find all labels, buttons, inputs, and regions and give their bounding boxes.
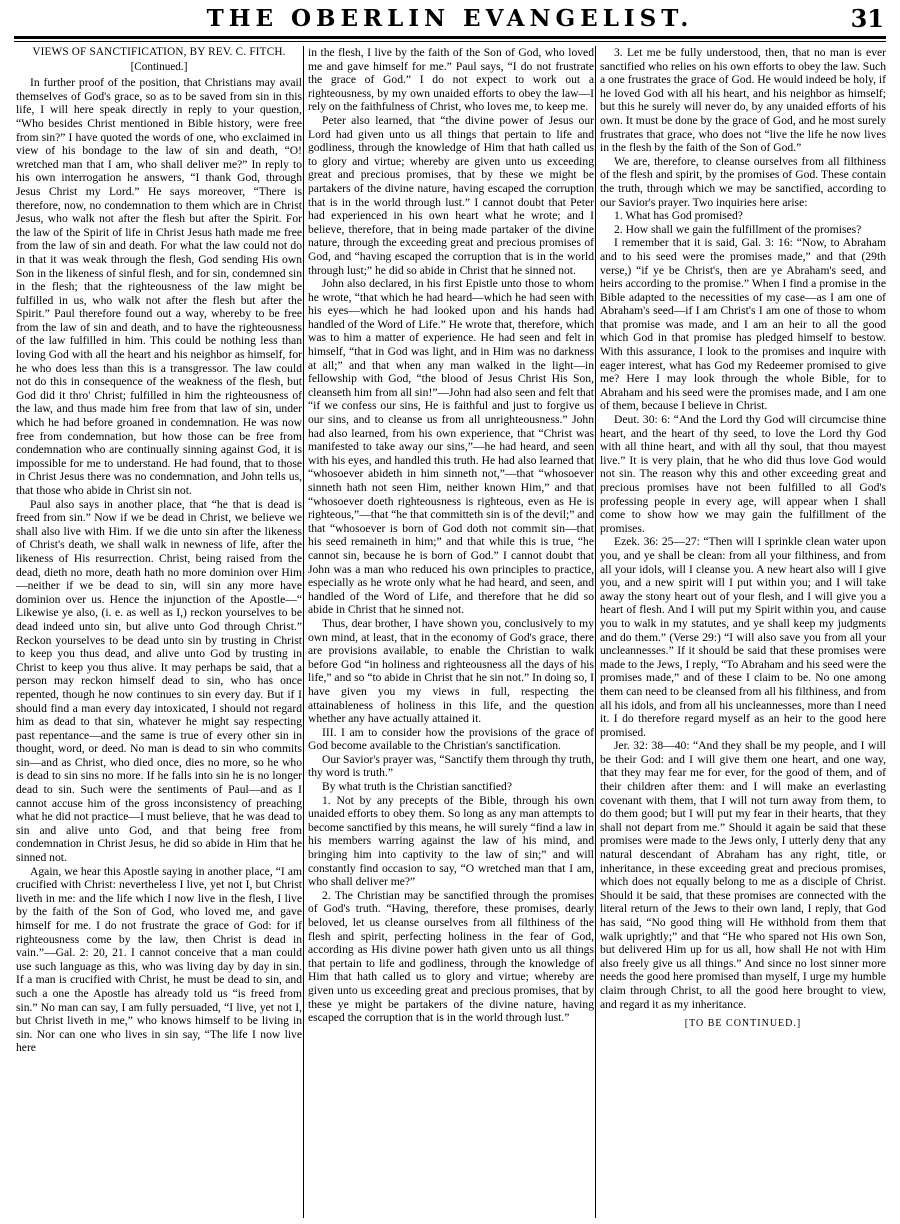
masthead-rule-thick xyxy=(14,36,886,39)
paragraph: By what truth is the Christian sanctified? xyxy=(322,780,512,794)
page-number: 31 xyxy=(850,4,884,33)
paragraph: III. I am to consider how the provisions of the grace of God become available to the Christian's sanctification. xyxy=(308,725,594,753)
article-subhead: [Continued.] xyxy=(130,60,188,73)
article-heading: VIEWS OF SANCTIFICATION, BY REV. C. FITCH. xyxy=(32,46,286,58)
article-column-1 xyxy=(16,46,302,1218)
paragraph: John also declared, in his first Epistle unto those to whom he wrote, “that which he had heard—which he had seen with his eyes—which he had looked upon and his hands had handled of the Word of Life.” He wrote that, therefore, which was to him a matter of experience. He had seen and felt in himself, “that in God was light, and in Him was no darkness at all;” and that when any man walked in the light—in fellowship with God, “the blood of Jesus Christ His Son, cleanseth him from all sin!”—John had also seen and felt that “if we confess our sins, He is faithful and just to forgive us our sins, and to cleanse us from all unrighteousness.” John had also learned, from his own experience, that “Christ was manifested to take away our sins,”—he had heard, and seen with his eyes, and handled this truth. He had also learned that “whosoever abideth in him sinneth not,”—that “whosoever sinneth hath not seen Him, neither known Him,” and that “whosoever doeth righteousness is righteous, even as He is righteous,”—that “he that committeth sin is of the devil;” and that “whosoever is born of God doth not commit sin—that his seed remaineth in him;” and that while this is true, “he cannot sin, because he is born of God.” I cannot doubt that John was a man who reduced his own principles to practice, especially as he wrote only what he had heard, and seen, and handled of the Word of Life, and therefore that he did so abide in Christ that he sinned not. xyxy=(308,277,594,617)
paragraph: Peter also learned, that “the divine power of Jesus our Lord had given unto us all things that pertain to life and godliness, through the knowledge of Him that hath called us to glory and virtue; whereby are given unto us exceeding great and precious promises, that by these we might be partakers of the divine nature, having escaped the corruption that is in the world through lust.” I cannot doubt that Peter had experienced in his own heart what he wrote; and I believe, therefore, that in being made partaker of the divine nature, through the exceeding great and precious promises of God, and “having escaped the corruption that is in the world through lust;” he did so abide in Christ that he sinned not. xyxy=(308,113,594,277)
paragraph: Thus, dear brother, I have shown you, conclusively to my own mind, at least, that in the economy of God's grace, there are provisions available, to enable the Christian to walk before God “in holiness and righteousness all the days of his life,” and so “to abide in Christ that he sin not.” In doing so, I have given you my views in full, respecting the attainableness of holiness in this life, and the question whether any have actually attained it. xyxy=(308,616,594,726)
paragraph: Again, we hear this Apostle saying in another place, “I am crucified with Christ: nevertheless I live, yet not I, but Christ liveth in me: and the life which I now live in the flesh, I live by the faith of the Son of God, who loved me, and gave himself for me. I do not frustrate the grace of God: for if righteousness come by the law, then Christ is dead in vain.”—Gal. 2: 20, 21. I cannot conceive that a man could use such language as this, who was living day by day in sin. If a man is crucified with Christ, he must be dead to sin, and such a one the Apostle has already told us “is freed from sin.” No man can say, I am fully persuaded, “I live, yet not I, but Christ liveth in me,” who knows himself to be living in sin. Nor can one who lives in sin say, “The life I now live here xyxy=(16,864,302,1055)
paragraph: Jer. 32: 38—40: “And they shall be my people, and I will be their God: and I will give them one heart, and one way, that they may fear me for ever, for the good of them, and of their children after them: and I will make an everlasting covenant with them, that I will not turn away from them, to do them good; but I will put my fear in their hearts, that they shall not depart from me.” Should it again be said that these promises were made to the Jews only, I utterly deny that any natural descendant of Abraham has any right, title, or inheritance, in these exceeding great and precious promises, which does not equally belong to me as a disciple of Christ. Should it be said, that these promises are connected with the literal return of the Jews to their own land, I reply, that God has said, “No good thing will He withhold from them that walk uprightly;” and that “He who spared not His own Son, but delivered Him up for us all, how shall He not with Him also freely give us all things.” And since no lost sinner more needs the good here promised than myself, I urge my humble claim through Christ, to all the good here brought to view, and regard it as my inheritance. xyxy=(600,739,886,1011)
paragraph: 1. Not by any precepts of the Bible, through his own unaided efforts to obey them. So long as any man attempts to become sanctified by this means, he will surely “find a law in his members warring against the law of his mind, and bringing him into captivity to the law of sin;” and will constantly find occasion to say, “O wretched man that I am, who shall deliver me?” xyxy=(308,793,594,889)
paragraph: 2. The Christian may be sanctified through the promises of God's truth. “Having, therefore, these promises, dearly beloved, let us cleanse ourselves from all filthiness of the flesh and spirit, perfecting holiness in the fear of God, according as His divine power hath given unto us all things that pertain to life and godliness, through the knowledge of Him that hath called us to glory and virtue; whereby are given unto us exceeding great and precious promises, that by these ye might be partakers of the divine nature, having escaped the corruption that is in the world through lust.” xyxy=(308,888,594,1025)
to-be-continued: [TO BE CONTINUED.] xyxy=(684,1018,802,1030)
paragraph: I remember that it is said, Gal. 3: 16: “Now, to Abraham and to his seed were the promises made,” and that (29th verse,) “if ye be Christ's, then are ye Abraham's seed, and heirs according to the promise.” When I find a promise in the Bible adapted to the necessities of my case—as I am one of Abraham's seed—if I am Christ's I am one of those to whom that promise was made, and I am an heir to all the good which God in that promise has pledged himself to bestow. With this assurance, I look to the promises and inquire with eager interest, what has God my Redeemer promised to give me? Here I may look through the whole Bible, for to Abraham and his seed were the promises made, and I am one of them, because I believe in Christ. xyxy=(600,236,886,413)
article-column-3 xyxy=(600,46,886,1218)
paragraph: 1. What has God promised? xyxy=(614,209,743,223)
column-divider xyxy=(595,46,596,1218)
column-divider xyxy=(303,46,304,1218)
paragraph: 2. How shall we gain the fulfillment of the promises? xyxy=(614,222,862,236)
paragraph: Deut. 30: 6: “And the Lord thy God will circumcise thine heart, and the heart of thy seed, to love the Lord thy God with all thine heart, and with all thy soul, that thou mayest live.” It is very plain, that he who did thus love God would not sin. The reason why this and other exceeding great and precious promises have not been fulfilled to all God's professing people in every age, will appear when I shall come to show how we may gain the fulfillment of the promises. xyxy=(600,413,886,535)
paragraph: Ezek. 36: 25—27: “Then will I sprinkle clean water upon you, and ye shall be clean: from all your filthiness, and from all your idols, will I cleanse you. A new heart also will I give you, and a new spirit will I put within you; and I will take away the stony heart out of your flesh, and I will give you a heart of flesh. And I will put my Spirit within you, and cause you to walk in my statutes, and ye shall keep my judgments and do them.” (Verse 29:) “I will also save you from all your uncleannesses.” If it should be said that these promises were made to the Jews, I reply, “To Abraham and his seed were the promises made,” and of these I claim to be. No one among them can need to be cleansed from all his filthiness, and from all his idols, and from all his uncleannesses, more than I need it. I do therefore regard myself as an heir to the good here promised. xyxy=(600,535,886,739)
paragraph: We are, therefore, to cleanse ourselves from all filthiness of the flesh and spirit, by the promises of God. These contain the truth, through which we may be sanctified, according to our Savior's prayer. Two inquiries here arise: xyxy=(600,154,886,209)
masthead-rule-thin xyxy=(14,41,886,42)
paragraph: 3. Let me be fully understood, then, that no man is ever sanctified who relies on his own efforts to obey the law. Such a one frustrates the grace of God. He would indeed be holy, if he loved God with all his heart, and his neighbor as himself; but this he surely will never do, by any unaided efforts of his own. It must be done by the grace of God, and he most surely frustrates that grace, who does not “live the life he now lives in the flesh by the faith of the Son of God.” xyxy=(600,46,886,155)
article-column-2 xyxy=(308,46,594,1218)
paragraph: Our Savior's prayer was, “Sanctify them through thy truth, thy word is truth.” xyxy=(308,752,594,780)
newspaper-title: THE OBERLIN EVANGELIST. xyxy=(206,5,694,32)
paragraph: In further proof of the position, that Christians may avail themselves of God's grace, so as to be saved from sin in this life, I will here speak directly in reply to your question, “Who besides Christ mentioned in Bible history, were free from sin?” I have quoted the words of one, who exclaimed in view of his bondage to the law of sin and death, “O! wretched man that I am, who shall deliver me?” In reply to his own interrogation he answers, “I thank God, through Jesus Christ my Lord.” He says moreover, “There is therefore, now, no condemnation to them which are in Christ Jesus, who walk not after the flesh but after the Spirit. For the law of the Spirit of life in Christ Jesus hath made me free from the law of sin and death. For what the law could not do in that it was weak through the flesh, God sending His own Son in the likeness of sinful flesh, and for sin, condemned sin in the flesh; that the righteousness of the law might be fulfilled in us, who walk not after the flesh but after the Spirit.” Paul therefore found out a way, whereby to be free from the law of sin and death, and to have the righteousness of the law fulfilled in him. This could be nothing less than loving God with all the heart and his neighbor as himself, for he who does less than this is a transgressor. The law could not do this in consequence of the weakness of the flesh, but God did it thro' Christ; fulfilled in him the righteousness of the law, and thus made him free from that law of sin, under which he had before groaned in condemnation. He was now free from condemnation, but how those can be free from condemnation who are continually sinning against God, it is impossible for me to understand. He had found, that to those in Christ Jesus there was no condemnation, and John tells us, that those who abide in Christ sin not. xyxy=(16,76,302,497)
paragraph: Paul also says in another place, that “he that is dead is freed from sin.” Now if we be dead in Christ, we believe we shall also live with Him. If we die unto sin after the likeness of Christ's death, we shall walk in newness of life, after the likeness of His resurrection. Christ, being raised from the dead, dieth no more, death hath no more dominion over Him—neither if we be dead to sin, will sin any more have dominion over us. Hence the injunction of the Apostle—“ Likewise ye also, (i. e. as well as I,) reckon yourselves to be dead indeed unto sin, but alive unto God through Christ.” Reckon yourselves to be dead unto sin by trusting in Christ to keep you thus dead, and alive unto God by trusting in Christ to keep you thus alive. It may perhaps be said, that a person may reckon himself dead to sin, who has once repented, though he now continues to sin every day. But if I should find a man every day intoxicated, I should not regard him as dead to that sin, whatever he might say respecting past repentance—and the same is true of every other sin in thought, word, or deed. No man is dead to sin who commits sin—and as Christ, who died once, dies no more, so he who is dead to sin sins no more. If he falls into sin he is no longer dead to sin. Such were the sentiments of Paul—and as I cannot accuse him of the gross inconsistency of preaching what he did not practice—I must believe, that he was dead to sin and alive unto God, and that being free from condemnation in Christ Jesus, he did so abide in Him that he sinned not. xyxy=(16,497,302,865)
paragraph: in the flesh, I live by the faith of the Son of God, who loved me and gave himself for me.” Paul says, “I do not frustrate the grace of God.” I do not expect to work out a righteousness, by my own unaided efforts to obey the law—I rely on the faithfulness of Christ, who loves me, to keep me. xyxy=(308,46,594,114)
masthead xyxy=(0,0,900,42)
